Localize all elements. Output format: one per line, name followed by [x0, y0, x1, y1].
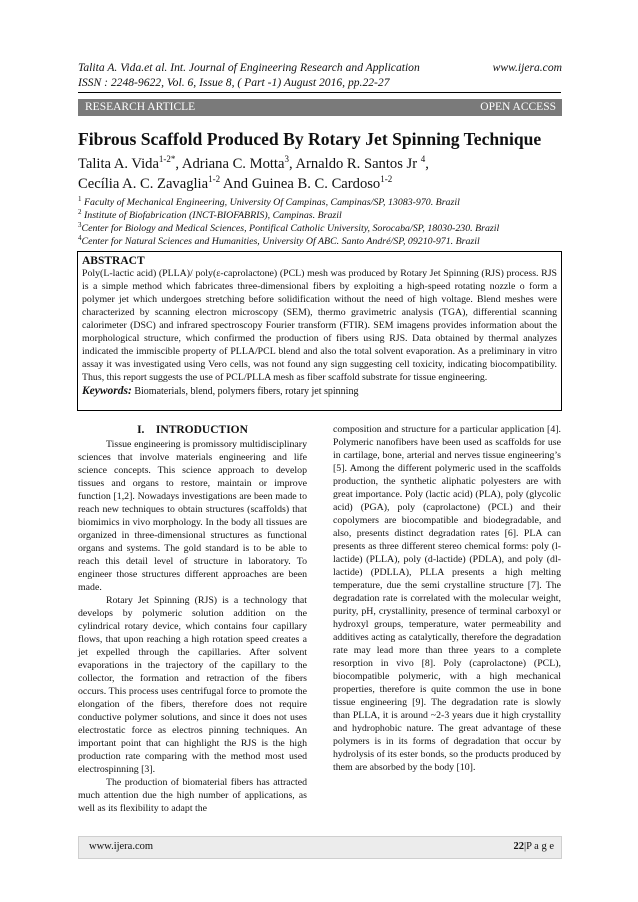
authors-line-1 — [78, 155, 429, 174]
article-type-banner — [78, 99, 562, 116]
affiliation-2 — [78, 207, 499, 223]
right-column — [333, 423, 561, 774]
author-name: , Arnaldo R. Santos Jr — [288, 156, 421, 172]
author-name: Cecília A. C. Zavaglia — [78, 176, 209, 192]
abstract-heading: ABSTRACT — [82, 255, 145, 267]
footer-website-link[interactable]: www.ijera.com — [89, 841, 154, 852]
open-access-label: OPEN ACCESS — [480, 101, 556, 113]
page-footer — [78, 836, 562, 859]
affiliation-number: 3 — [78, 220, 82, 229]
author-affiliation-mark: 4 — [420, 154, 426, 164]
keywords-line — [82, 385, 557, 397]
affiliation-text: Institute of Biofabrication (INCT-BIOFABRIS), Campinas. Brazil — [81, 209, 342, 221]
paragraph: The production of biomaterial fibers has attracted much attention due the high number of applications, as well as its flexibility to adapt the — [78, 777, 307, 814]
citation-line-2: ISSN : 2248-9622, Vol. 6, Issue 8, ( Part -1) August 2016, pp.22-27 — [78, 76, 390, 89]
left-column — [78, 423, 307, 815]
affiliation-4 — [78, 233, 499, 249]
affiliation-text: Center for Biology and Medical Sciences, Pontifical Catholic University, Sorocaba/SP, 18030-230. Brazil — [81, 222, 500, 234]
keywords-list: Biomaterials, blend, polymers fibers, rotary jet spinning — [131, 386, 359, 397]
page-label: |P a g e — [524, 841, 554, 852]
author-affiliation-mark: 1-2 — [380, 174, 393, 184]
affiliation-text: Center for Natural Sciences and Humanities, University Of ABC. Santo André/SP, 09210-971. Brazil — [81, 235, 480, 247]
author-affiliation-mark: 1-2 — [208, 174, 221, 184]
affiliation-number: 2 — [78, 207, 82, 216]
paragraph: Rotary Jet Spinning (RJS) is a technology that develops by polymeric solution addition on the cylindrical rotary device, which contains four capillary flows, that upon reaching a high rotation speed creates a jet expelled through the capillaries. After solvent evaporations in the trajectory of the capillary to the collector, the formation and retraction of the fibers occurs. This process uses centrifugal force to promote the elongation of the fibers, therefore does not require conductive polymer solutions, and since it does not uses electrostatic force as electros pinning techniques. An important point that can highlight the RJS is the high production rate comparing with the method most used electrospinning [3]. — [78, 595, 307, 775]
affiliation-number: 1 — [78, 195, 82, 203]
page-number — [514, 841, 555, 852]
affiliation-number: 4 — [78, 233, 82, 242]
author-separator: , — [425, 156, 429, 172]
section-heading — [78, 423, 307, 438]
authors-line-2 — [78, 175, 392, 194]
author-name: And Guinea B. C. Cardoso — [220, 176, 381, 192]
keywords-label: Keywords: — [82, 385, 132, 397]
abstract-box — [77, 251, 562, 411]
affiliation-3 — [78, 220, 500, 236]
journal-website-link[interactable]: www.ijera.com — [492, 61, 562, 74]
author-affiliation-mark: 3 — [284, 154, 289, 164]
section-title: INTRODUCTION — [155, 424, 248, 436]
running-header — [78, 61, 562, 75]
abstract-text: Poly(L-lactic acid) (PLLA)/ poly(ε-caprolactone) (PCL) mesh was produced by Rotary Jet Spinning (RJS) process. RJS is a simple method which fabricates three-dimensional fibers by exploiting a high-speed rotating nozzle o form a polymer jet which undergoes stretching before solidification without the need of high voltage. Blend meshes were characterized by scanning electron microscopy (SEM), thermo gravimetric analysis (TGA), differential scanning calorimeter (DSC) and infrared spectroscopy Fourier transform (FTIR). SEM imagens provides information about the morphological structure, which confirmed the production of fibers using RJS. Data obtained by thermal analyzes indicated the immiscible property of PLLA/PCL blend and also the total solvent evaporation. As a preliminary in vitro assay it was investigated using Vero cells, was not found any sign suggesting cell toxicity, indicating biocompatibility. Thus, this report suggests the use of PCL/PLLA mesh as fiber scaffold substrate for tissue engineering. — [82, 268, 557, 383]
affiliation-1 — [78, 197, 499, 210]
affiliations — [78, 197, 499, 249]
section-number: I. — [137, 424, 145, 436]
author-name: , Adriana C. Motta — [175, 156, 285, 172]
page-number-value: 22 — [513, 841, 524, 852]
author-affiliation-mark: 1-2* — [158, 154, 176, 164]
research-article-label: RESEARCH ARTICLE — [85, 101, 196, 113]
affiliation-text: Faculty of Mechanical Engineering, University Of Campinas, Campinas/SP, 13083-970. Brazil — [81, 197, 460, 208]
author-name: Talita A. Vida — [78, 156, 159, 172]
citation-line-1: Talita A. Vida.et al. Int. Journal of Engineering Research and Application — [78, 61, 420, 74]
paragraph: Tissue engineering is promissory multidisciplinary sciences that involve materials engineering and life science concepts. This science approach to develop tissues and organs to restore, maintain or improve function [1,2]. Nowadays investigations are been made to reach new techniques to obtain structures (scaffolds) that biomimics in vivo morphology. In the body all tissues are organized in three-dimensional structures as functional organs and systems. The gold standard is to be able to reach this detail level of structure in laboratory. To engineer those structures different approaches are been made. — [78, 439, 307, 593]
paragraph: composition and structure for a particular application [4]. Polymeric nanofibers have been used as scaffolds for use in cartilage, bone, arterial and nerves tissue engineering’s [5]. Among the different polymeric used in the scaffolds production, the synthetic aliphatic polyesters are with great importance. Poly (lactic acid) (PLA), poly (glycolic acid) (PGA), poly (caprolactone) (PCL) and their copolymers are biocompatible and biodegradable, and also, presents distinct degradation rates [6]. PLA can presents as three different stereo chemical forms: poly (l-lactide) (PLLA), poly (d-lactide) (PDLA), and poly (dl-lactide) (PDLLA), PLLA presents a high melting temperature, due the semi crystalline structure [7]. The degradation rate is correlated with the molecular weight, purity, pH, crystallinity, presence of terminal carboxyl or hydroxyl groups, temperature, water permeability and additives acting as catalytically, therefore the degradation rate may lead more than three years to a complete resorption in vivo [8]. Poly (caprolactone) (PCL), biocompatible polymeric, with a high mechanical properties, therefore is quite common the use in bone tissue engineering [9]. The degradation rate is slowly than PLLA, it is around ~2-3 years due it high crystallity and hydrophobic nature. The great advantage of these polymers is in its forms of degradation that occur by hydrolysis of its ester bonds, so the products produced by them are absorbed by the body [10]. — [333, 424, 561, 773]
paper-title: Fibrous Scaffold Produced By Rotary Jet Spinning Technique — [78, 129, 542, 149]
header-divider — [78, 92, 561, 93]
